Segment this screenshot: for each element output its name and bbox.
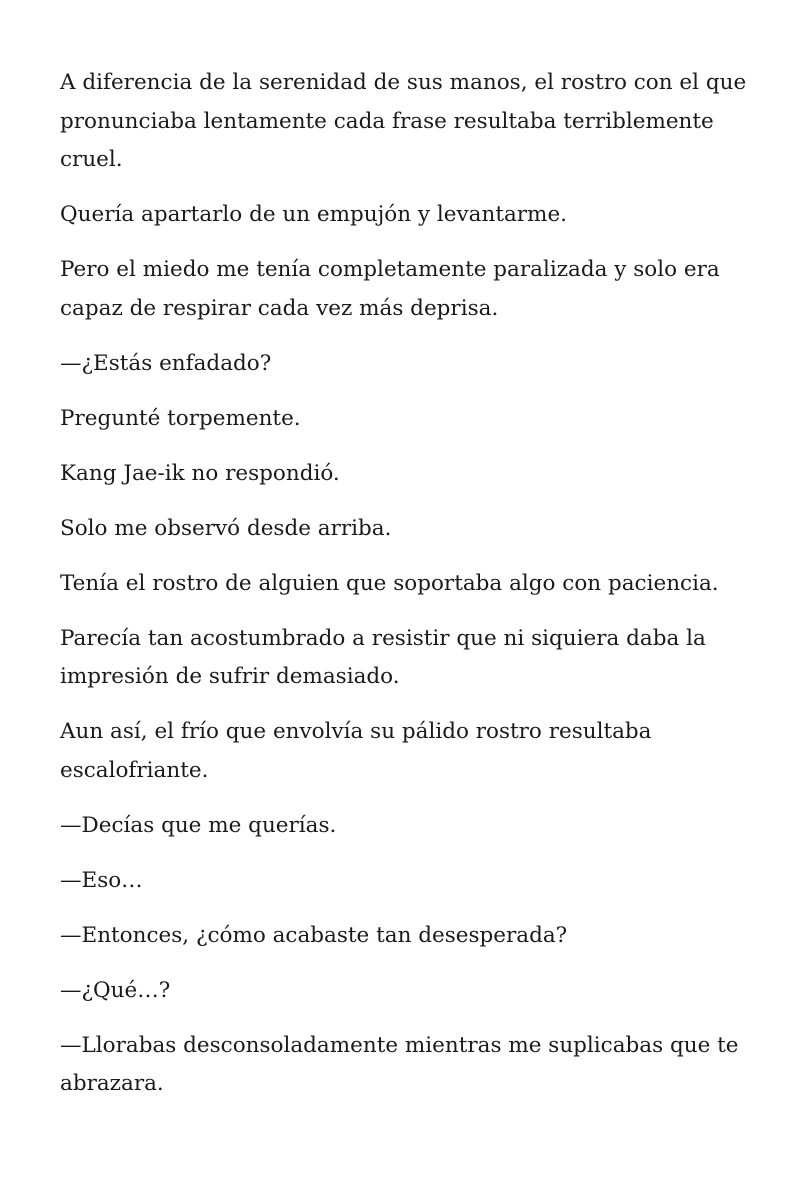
paragraph: Pregunté torpemente. bbox=[60, 405, 301, 431]
paragraph: Parecía tan acostumbrado a resistir que ni siquiera daba la impresión de sufrir demasiado. bbox=[60, 625, 706, 689]
paragraph: Aun así, el frío que envolvía su pálido rostro resultaba escalofriante. bbox=[60, 719, 652, 783]
paragraph: —Decías que me querías. bbox=[60, 812, 337, 838]
paragraph: —¿Qué…? bbox=[60, 977, 171, 1003]
paragraph: —Entonces, ¿cómo acabaste tan desesperada? bbox=[60, 922, 568, 948]
document-page bbox=[60, 64, 750, 1120]
paragraph: —¿Estás enfadado? bbox=[60, 350, 272, 376]
paragraph: Solo me observó desde arriba. bbox=[60, 515, 392, 541]
paragraph: Quería apartarlo de un empujón y levantarme. bbox=[60, 202, 568, 227]
paragraph: —Eso… bbox=[60, 867, 143, 893]
paragraph: Kang Jae-ik no respondió. bbox=[60, 460, 340, 486]
paragraph: Pero el miedo me tenía completamente paralizada y solo era capaz de respirar cada vez más deprisa. bbox=[60, 257, 720, 321]
paragraph: —Llorabas desconsoladamente mientras me suplicabas que te abrazara. bbox=[60, 1032, 739, 1096]
paragraph: A diferencia de la serenidad de sus manos, el rostro con el que pronunciaba lentamente cada frase resultaba terriblemente cruel. bbox=[60, 70, 747, 172]
paragraph: Tenía el rostro de alguien que soportaba algo con paciencia. bbox=[60, 570, 719, 596]
